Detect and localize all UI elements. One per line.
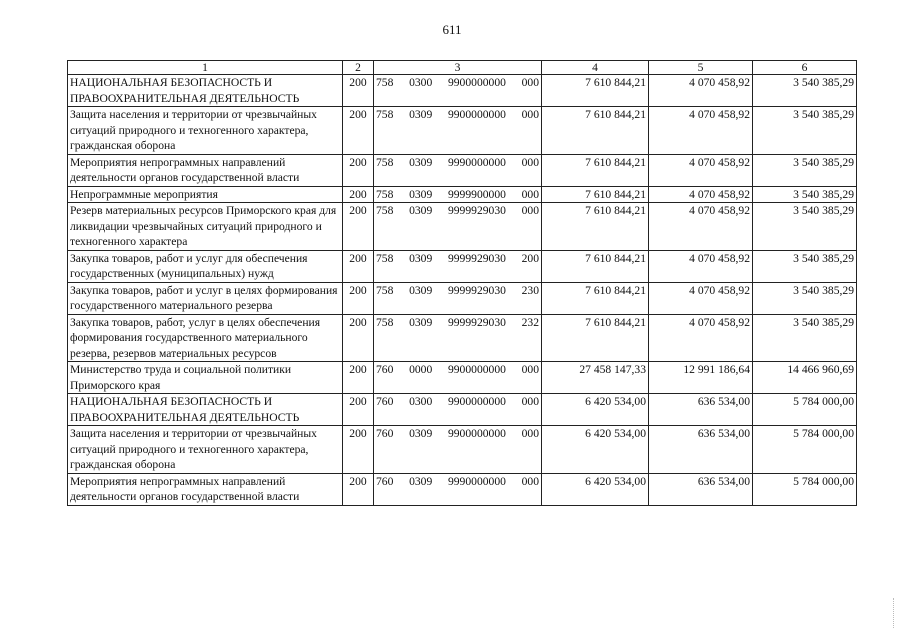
section-code: 0309	[409, 108, 433, 121]
department-code: 760	[376, 363, 394, 376]
row-classification-code-cell	[374, 186, 542, 203]
section-code: 0309	[409, 155, 433, 169]
department-code: 758	[376, 315, 394, 329]
section-code: 0309	[409, 251, 433, 265]
target-article-code: 9990000000	[447, 474, 506, 488]
section-code: 0309	[409, 187, 433, 201]
row-name-cell: Закупка товаров, работ и услуг в целях формирования государственного материального резерва	[68, 282, 343, 314]
expense-type-code: 000	[521, 474, 539, 488]
row-name-cell: НАЦИОНАЛЬНАЯ БЕЗОПАСНОСТЬ И ПРАВООХРАНИТЕЛЬНАЯ ДЕЯТЕЛЬНОСТЬ	[68, 394, 343, 426]
expense-type-code: 000	[521, 155, 539, 169]
row-value-col4-cell: 7 610 844,21	[542, 107, 649, 155]
row-value-col4-cell: 7 610 844,21	[542, 186, 649, 203]
row-name-cell: Защита населения и территории от чрезвычайных ситуаций природного и техногенного характера, гражданская оборона	[68, 426, 343, 474]
row-classification-code-cell	[374, 314, 542, 362]
section-code: 0000	[409, 363, 433, 376]
row-value-col6-cell: 3 540 385,29	[753, 314, 857, 362]
row-value-col6-cell: 5 784 000,00	[753, 394, 857, 426]
target-article-code: 9900000000	[447, 395, 506, 408]
expense-type-code: 000	[521, 204, 539, 217]
table-row	[68, 75, 857, 107]
column-header: 5	[649, 61, 753, 75]
target-article-code: 9900000000	[447, 76, 506, 89]
table-row	[68, 394, 857, 426]
expense-type-code: 000	[521, 363, 539, 376]
expense-type-code: 000	[521, 427, 539, 440]
row-value-col6-cell: 5 784 000,00	[753, 426, 857, 474]
department-code: 758	[376, 187, 394, 201]
row-value-col4-cell: 7 610 844,21	[542, 314, 649, 362]
row-classification-code-cell	[374, 75, 542, 107]
department-code: 758	[376, 204, 394, 217]
row-name-cell: Защита населения и территории от чрезвычайных ситуаций природного и техногенного характера, гражданская оборона	[68, 107, 343, 155]
row-admin-code-cell: 200	[343, 426, 374, 474]
row-value-col6-cell: 3 540 385,29	[753, 75, 857, 107]
row-value-col5-cell: 4 070 458,92	[649, 107, 753, 155]
row-classification-code-cell	[374, 250, 542, 282]
target-article-code: 9900000000	[447, 108, 506, 121]
row-value-col5-cell: 4 070 458,92	[649, 75, 753, 107]
page-number: 611	[442, 22, 462, 37]
target-article-code: 9990000000	[447, 155, 506, 169]
target-article-code: 9900000000	[447, 363, 506, 376]
expense-type-code: 200	[521, 251, 539, 265]
section-code: 0300	[409, 395, 433, 408]
department-code: 760	[376, 395, 394, 408]
column-header: 4	[542, 61, 649, 75]
row-admin-code-cell: 200	[343, 186, 374, 203]
code-group	[376, 187, 539, 203]
row-value-col6-cell: 5 784 000,00	[753, 473, 857, 505]
row-name-cell: Резерв материальных ресурсов Приморского края для ликвидации чрезвычайных ситуаций природного и техногенного характера	[68, 203, 343, 251]
row-value-col4-cell: 6 420 534,00	[542, 473, 649, 505]
section-code: 0309	[409, 474, 433, 488]
row-classification-code-cell	[374, 107, 542, 155]
row-value-col6-cell: 3 540 385,29	[753, 154, 857, 186]
expense-type-code: 000	[521, 108, 539, 121]
table-row	[68, 107, 857, 155]
row-value-col5-cell: 12 991 186,64	[649, 362, 753, 394]
department-code: 758	[376, 251, 394, 265]
code-group	[376, 394, 539, 410]
column-header: 1	[68, 61, 343, 75]
department-code: 758	[376, 283, 394, 297]
scan-artifact	[893, 598, 896, 628]
row-admin-code-cell: 200	[343, 362, 374, 394]
row-admin-code-cell: 200	[343, 75, 374, 107]
row-value-col5-cell: 636 534,00	[649, 426, 753, 474]
row-admin-code-cell: 200	[343, 394, 374, 426]
code-group	[376, 155, 539, 171]
table-row	[68, 362, 857, 394]
row-value-col5-cell: 4 070 458,92	[649, 250, 753, 282]
department-code: 758	[376, 76, 394, 89]
row-admin-code-cell: 200	[343, 282, 374, 314]
row-name-cell: Мероприятия непрограммных направлений деятельности органов государственной власти	[68, 154, 343, 186]
code-group	[376, 251, 539, 267]
code-group	[376, 107, 539, 123]
row-classification-code-cell	[374, 426, 542, 474]
section-code: 0309	[409, 283, 433, 297]
section-code: 0300	[409, 76, 433, 89]
table-body	[68, 75, 857, 506]
department-code: 758	[376, 155, 394, 169]
table-row	[68, 203, 857, 251]
target-article-code: 9999929030	[447, 251, 506, 265]
row-name-cell: Мероприятия непрограммных направлений деятельности органов государственной власти	[68, 473, 343, 505]
section-code: 0309	[409, 427, 433, 440]
row-admin-code-cell: 200	[343, 203, 374, 251]
row-value-col5-cell: 4 070 458,92	[649, 282, 753, 314]
table-row	[68, 250, 857, 282]
row-name-cell: Закупка товаров, работ, услуг в целях обеспечения формирования государственного материального резерва, резервов материальных ресурсов	[68, 314, 343, 362]
table-row	[68, 154, 857, 186]
row-admin-code-cell: 200	[343, 107, 374, 155]
code-group	[376, 362, 539, 378]
row-value-col4-cell: 7 610 844,21	[542, 250, 649, 282]
row-value-col4-cell: 7 610 844,21	[542, 75, 649, 107]
row-value-col5-cell: 4 070 458,92	[649, 314, 753, 362]
header-row	[68, 61, 857, 75]
expense-type-code: 000	[521, 395, 539, 408]
target-article-code: 9999929030	[447, 283, 506, 297]
row-classification-code-cell	[374, 154, 542, 186]
row-value-col6-cell: 3 540 385,29	[753, 203, 857, 251]
row-value-col6-cell: 3 540 385,29	[753, 250, 857, 282]
expense-type-code: 000	[521, 187, 539, 201]
row-value-col4-cell: 7 610 844,21	[542, 282, 649, 314]
row-name-cell: НАЦИОНАЛЬНАЯ БЕЗОПАСНОСТЬ И ПРАВООХРАНИТЕЛЬНАЯ ДЕЯТЕЛЬНОСТЬ	[68, 75, 343, 107]
department-code: 758	[376, 108, 394, 121]
expense-type-code: 232	[521, 315, 539, 329]
row-value-col5-cell: 636 534,00	[649, 394, 753, 426]
row-classification-code-cell	[374, 282, 542, 314]
row-value-col6-cell: 3 540 385,29	[753, 186, 857, 203]
row-name-cell: Закупка товаров, работ и услуг для обеспечения государственных (муниципальных) нужд	[68, 250, 343, 282]
department-code: 760	[376, 474, 394, 488]
target-article-code: 9999929030	[447, 204, 506, 217]
code-group	[376, 474, 539, 490]
column-header: 3	[374, 61, 542, 75]
row-classification-code-cell	[374, 473, 542, 505]
target-article-code: 9999900000	[447, 187, 506, 201]
table-row	[68, 282, 857, 314]
column-header: 6	[753, 61, 857, 75]
row-value-col5-cell: 4 070 458,92	[649, 203, 753, 251]
code-group	[376, 75, 539, 91]
department-code: 760	[376, 427, 394, 440]
budget-table	[67, 60, 857, 506]
table-row	[68, 314, 857, 362]
code-group	[376, 203, 539, 219]
row-classification-code-cell	[374, 203, 542, 251]
code-group	[376, 315, 539, 331]
row-value-col5-cell: 4 070 458,92	[649, 186, 753, 203]
table-row	[68, 186, 857, 203]
table-row	[68, 473, 857, 505]
code-group	[376, 283, 539, 299]
section-code: 0309	[409, 315, 433, 329]
row-value-col4-cell: 6 420 534,00	[542, 394, 649, 426]
row-value-col4-cell: 7 610 844,21	[542, 203, 649, 251]
row-name-cell: Непрограммные мероприятия	[68, 186, 343, 203]
row-admin-code-cell: 200	[343, 314, 374, 362]
row-value-col4-cell: 7 610 844,21	[542, 154, 649, 186]
row-classification-code-cell	[374, 362, 542, 394]
column-header: 2	[343, 61, 374, 75]
row-value-col6-cell: 3 540 385,29	[753, 282, 857, 314]
row-value-col6-cell: 14 466 960,69	[753, 362, 857, 394]
section-code: 0309	[409, 204, 433, 217]
row-classification-code-cell	[374, 394, 542, 426]
target-article-code: 9999929030	[447, 315, 506, 329]
code-group	[376, 426, 539, 442]
row-value-col6-cell: 3 540 385,29	[753, 107, 857, 155]
expense-type-code: 000	[521, 76, 539, 89]
target-article-code: 9900000000	[447, 427, 506, 440]
row-admin-code-cell: 200	[343, 250, 374, 282]
row-admin-code-cell: 200	[343, 473, 374, 505]
row-admin-code-cell: 200	[343, 154, 374, 186]
row-value-col4-cell: 27 458 147,33	[542, 362, 649, 394]
row-name-cell: Министерство труда и социальной политики Приморского края	[68, 362, 343, 394]
row-value-col4-cell: 6 420 534,00	[542, 426, 649, 474]
table-row	[68, 426, 857, 474]
expense-type-code: 230	[521, 283, 539, 297]
row-value-col5-cell: 636 534,00	[649, 473, 753, 505]
row-value-col5-cell: 4 070 458,92	[649, 154, 753, 186]
